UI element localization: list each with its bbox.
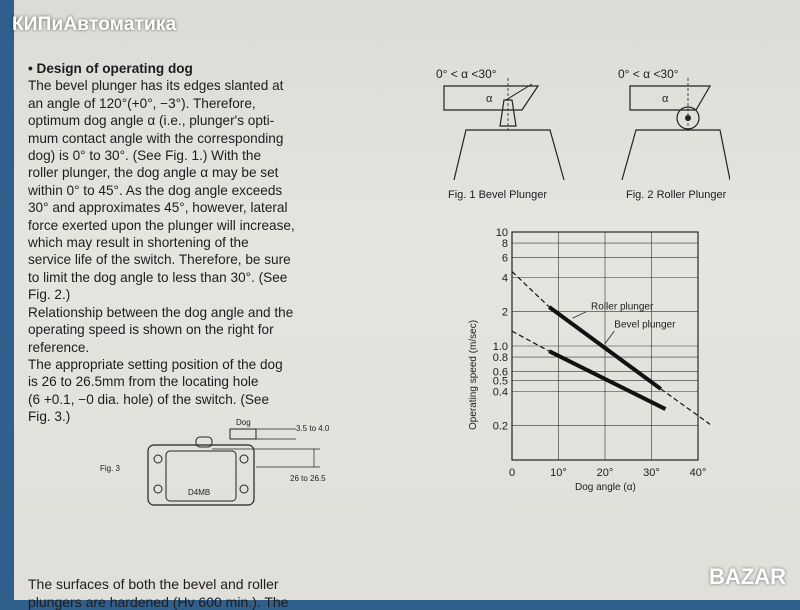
x-tick-label: 10°: [550, 467, 567, 479]
text-line: The bevel plunger has its edges slanted at: [28, 78, 284, 94]
y-tick-label: 10: [495, 227, 508, 239]
bazar-logo: BAZAR: [709, 564, 786, 589]
fig3-dog-label: Dog: [236, 418, 251, 427]
plunger-figures: [420, 60, 730, 210]
fig2-roller-plunger: [618, 67, 730, 201]
y-tick-label: 4: [501, 272, 508, 285]
text-line: within 0° to 45°. As the dog angle exceeds: [28, 182, 283, 198]
fig2-body: [622, 130, 730, 180]
fig1-bevel-plunger: [436, 67, 564, 201]
fig3-dim1: 3.5 to 4.0: [296, 424, 330, 433]
series-line: [512, 331, 549, 351]
legend-leader: [572, 312, 586, 319]
text-line: reference.: [28, 339, 90, 355]
y-tick-labels: [493, 227, 508, 433]
operating-speed-chart: [450, 222, 710, 522]
fig1-alpha: α: [486, 93, 493, 105]
y-tick-label: 0.4: [492, 386, 508, 399]
fig3-switch-drawing: [100, 415, 390, 520]
fig3-hole: [240, 485, 248, 493]
x-tick-labels: [509, 467, 706, 479]
y-tick-label: 0.6: [492, 366, 508, 379]
x-axis-label: Dog angle (α): [575, 482, 636, 493]
fig1-caption: Fig. 1 Bevel Plunger: [448, 189, 548, 201]
text-line: dog) is 0° to 30°. (See Fig. 1.) With the: [28, 148, 262, 164]
x-tick-label: 30°: [643, 467, 660, 479]
text-line: Fig. 3.): [28, 409, 71, 425]
bottom-text: The surfaces of both the bevel and roller: [28, 576, 279, 592]
text-line: roller plunger, the dog angle α may be set: [28, 165, 279, 181]
text-line: 30° and approximates 45°, however, lateral: [28, 200, 288, 216]
fig3-model: D4MB: [188, 488, 211, 497]
fig3-label: Fig. 3: [100, 464, 121, 473]
text-line: service life of the switch. Therefore, be sure: [28, 252, 291, 268]
section-heading: • Design of operating dog: [28, 61, 193, 76]
text-line: Relationship between the dog angle and the: [28, 304, 294, 320]
fig2-alpha: α: [662, 93, 669, 105]
text-line: is 26 to 26.5mm from the locating hole: [28, 374, 259, 390]
x-tick-label: 40°: [689, 467, 707, 479]
text-line: (6 +0.1, −0 dia. hole) of the switch. (See: [28, 391, 270, 407]
fig3-hole: [154, 455, 162, 463]
text-column: [28, 60, 388, 426]
y-tick-label: 0.5: [492, 375, 508, 388]
fig1-body: [454, 130, 564, 180]
chart-series: [512, 272, 710, 426]
text-line: force exerted upon the plunger will increase,: [28, 217, 295, 233]
fig3-hole: [154, 485, 162, 493]
text-line: to limit the dog angle to less than 30°. (See: [28, 269, 288, 285]
text-line: Fig. 2.): [28, 287, 71, 303]
legend-roller-plunger: Roller plunger: [591, 301, 654, 313]
fig3-hole: [240, 455, 248, 463]
y-tick-label: 0.2: [492, 420, 508, 433]
y-tick-label: 8: [501, 238, 508, 251]
legend-bevel-plunger: Bevel plunger: [614, 319, 676, 331]
y-axis-label: Operating speed (m/sec): [468, 319, 479, 430]
fig3-dog: [230, 429, 256, 439]
text-line: which may result in shortening of the: [28, 235, 249, 251]
fig3-dim2: 26 to 26.5: [290, 474, 326, 483]
text-line: mum contact angle with the corresponding: [28, 130, 284, 146]
series-line: [661, 389, 710, 426]
bottom-text-2: plungers are hardened (Hv 600 min.). The: [28, 594, 289, 610]
fig2-caption: Fig. 2 Roller Plunger: [626, 189, 727, 201]
y-tick-label: 1.0: [492, 341, 508, 353]
text-line: an angle of 120°(+0°, −3°). Therefore,: [28, 95, 256, 111]
legend-leader: [605, 331, 614, 343]
fig2-angle-label: 0° < α <30°: [618, 67, 679, 81]
x-tick-label: 20°: [596, 467, 614, 479]
text-line: optimum dog angle α (i.e., plunger's opti-: [28, 113, 275, 129]
fig1-angle-label: 0° < α <30°: [436, 67, 497, 81]
watermark: КИПиАвтоматика: [12, 14, 177, 35]
y-tick-label: 2: [501, 306, 508, 319]
series-line: [512, 272, 549, 307]
x-tick-label: 0: [508, 467, 516, 479]
y-tick-label: 6: [501, 252, 508, 265]
text-line: The appropriate setting position of the dog: [28, 356, 283, 372]
fig2-dog-shape: [630, 86, 710, 110]
y-tick-label: 0.8: [492, 352, 508, 365]
paragraph-lines: [28, 77, 388, 425]
text-line: operating speed is shown on the right for: [28, 322, 274, 338]
